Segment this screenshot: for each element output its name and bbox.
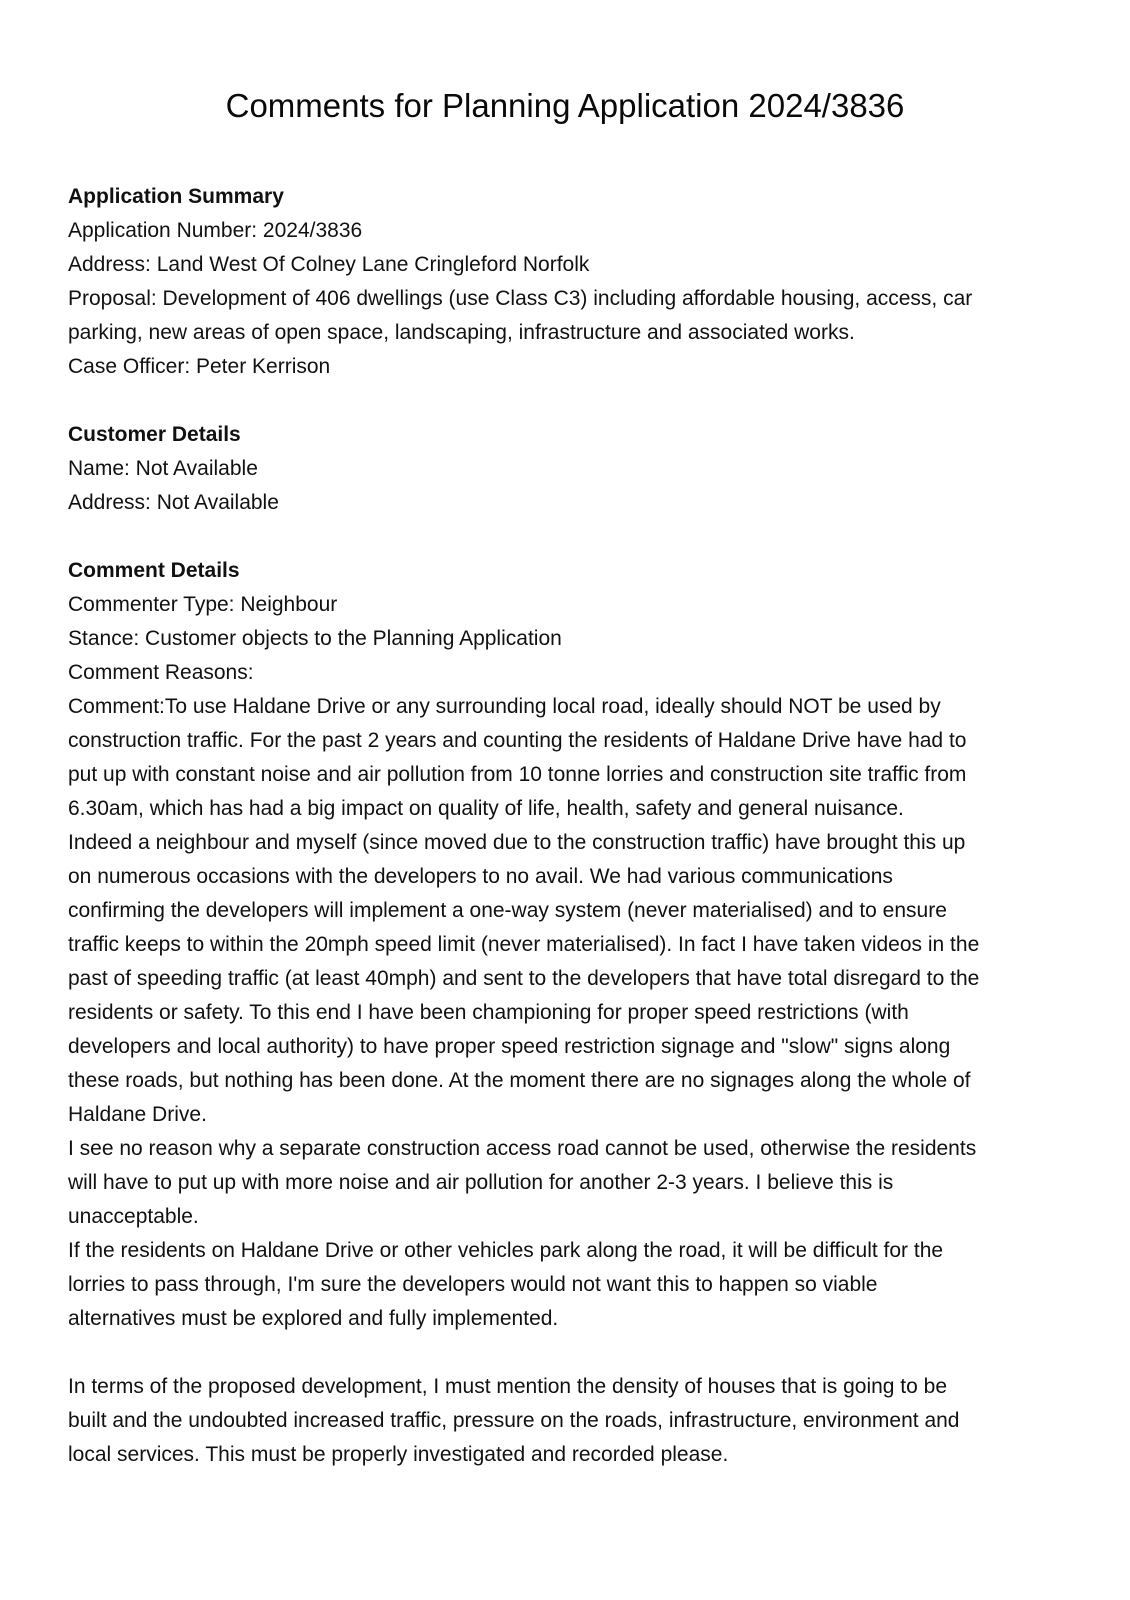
comment-line: residents or safety. To this end I have been championing for proper speed restrictions (with — [68, 1001, 909, 1024]
comment-line: Indeed a neighbour and myself (since moved due to the construction traffic) have brought this up — [68, 831, 966, 854]
comment-line: construction traffic. For the past 2 years and counting the residents of Haldane Drive have had to — [68, 729, 967, 752]
comment-line: 6.30am, which has had a big impact on quality of life, health, safety and general nuisance. — [68, 797, 904, 820]
comment-line: will have to put up with more noise and air pollution for another 2-3 years. I believe this is — [68, 1171, 894, 1194]
comment-line: put up with constant noise and air pollution from 10 tonne lorries and construction site traffic from — [68, 763, 967, 786]
page-title: Comments for Planning Application 2024/3836 — [225, 87, 905, 124]
comment-line: lorries to pass through, I'm sure the developers would not want this to happen so viable — [68, 1273, 878, 1296]
comment-final-line: local services. This must be properly investigated and recorded please. — [68, 1443, 729, 1466]
comment-final-line: In terms of the proposed development, I must mention the density of houses that is going to be — [68, 1375, 948, 1398]
comment-line: traffic keeps to within the 20mph speed limit (never materialised). In fact I have taken videos in the — [68, 933, 980, 956]
comment-line: confirming the developers will implement a one-way system (never materialised) and to ensure — [68, 899, 947, 922]
comment-line: developers and local authority) to have proper speed restriction signage and "slow" signs along — [68, 1035, 951, 1058]
comment-line: alternatives must be explored and fully implemented. — [68, 1307, 559, 1330]
customer-details-heading: Customer Details — [68, 423, 241, 446]
comment-line: past of speeding traffic (at least 40mph) and sent to the developers that have total disregard to the — [68, 967, 980, 990]
proposal-line-2: parking, new areas of open space, landscaping, infrastructure and associated works. — [68, 321, 855, 344]
comment-line: unacceptable. — [68, 1205, 199, 1228]
comment-line: Comment:To use Haldane Drive or any surrounding local road, ideally should NOT be used by — [68, 695, 941, 718]
application-summary-heading: Application Summary — [68, 185, 284, 208]
customer-details-section — [68, 418, 1068, 520]
commenter-type: Commenter Type: Neighbour — [68, 593, 338, 616]
proposal-line-1: Proposal: Development of 406 dwellings (use Class C3) including affordable housing, access, car — [68, 287, 973, 310]
comment-line: If the residents on Haldane Drive or other vehicles park along the road, it will be difficult for the — [68, 1239, 944, 1262]
comment-line: on numerous occasions with the developers to no avail. We had various communications — [68, 865, 893, 888]
application-number: Application Number: 2024/3836 — [68, 219, 363, 242]
application-summary-section — [68, 180, 1068, 384]
application-address: Address: Land West Of Colney Lane Cringleford Norfolk — [68, 253, 590, 276]
comment-line: Haldane Drive. — [68, 1103, 207, 1126]
paragraph-spacer — [68, 1336, 1068, 1370]
comment-final-line: built and the undoubted increased traffic, pressure on the roads, infrastructure, environment and — [68, 1409, 960, 1432]
stance: Stance: Customer objects to the Planning Application — [68, 627, 562, 650]
customer-name: Name: Not Available — [68, 457, 258, 480]
comment-line: these roads, but nothing has been done. At the moment there are no signages along the whole of — [68, 1069, 971, 1092]
customer-address: Address: Not Available — [68, 491, 279, 514]
case-officer: Case Officer: Peter Kerrison — [68, 355, 331, 378]
comment-line: I see no reason why a separate construction access road cannot be used, otherwise the residents — [68, 1137, 977, 1160]
comment-details-section — [68, 554, 1068, 1472]
comment-reasons: Comment Reasons: — [68, 661, 254, 684]
comment-details-heading: Comment Details — [68, 559, 240, 582]
document-content — [68, 180, 1068, 1506]
